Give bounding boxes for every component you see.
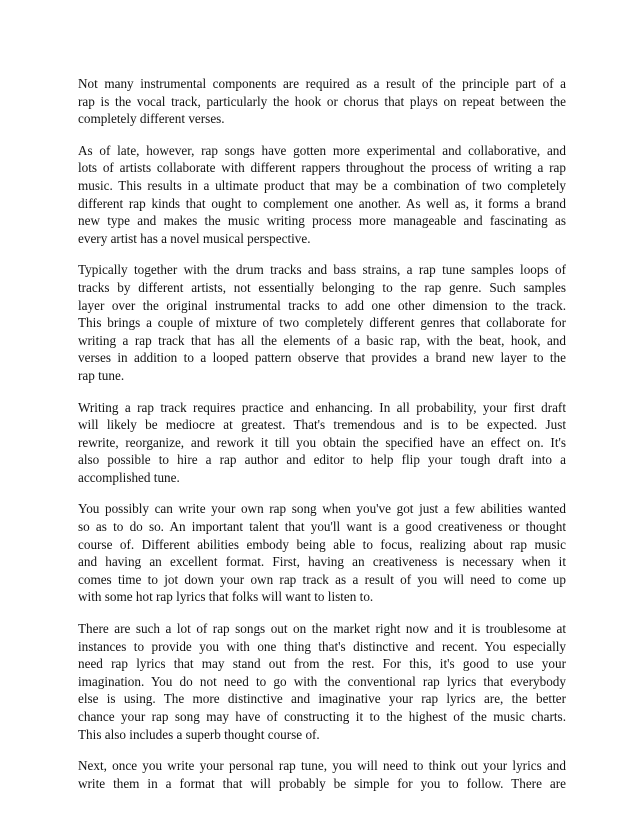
text-line: need rap lyrics that may stand out from the rest. For this, it's good to use your — [78, 656, 566, 672]
text-line: accomplished tune. — [78, 469, 180, 485]
paragraph-5 — [78, 500, 566, 606]
text-line: with some hot rap lyrics that folks will want to listen to. — [78, 589, 374, 605]
text-line: Not many instrumental components are required as a result of the principle part of a — [78, 76, 566, 91]
text-line: else is using. The more distinctive and imaginative your rap lyrics are, the better — [78, 691, 566, 707]
text-line: You possibly can write your own rap song when you've got just a few abilities wanted — [78, 501, 566, 517]
text-line: rewrite, reorganize, and rework it till you obtain the specified have an effect on. It's — [78, 434, 566, 450]
text-line: As of late, however, rap songs have gotten more experimental and collaborative, and — [78, 142, 566, 158]
text-line: This also includes a superb thought course of. — [78, 726, 320, 742]
text-line: and having an excellent format. First, having an creativeness is necessary when it — [78, 554, 566, 570]
text-line: chance your rap song may have of constructing it to the highest of the music charts. — [78, 709, 566, 724]
text-line: Writing a rap track requires practice and enhancing. In all probability, your first draft — [78, 399, 566, 415]
paragraph-2 — [78, 142, 566, 248]
text-line: rap tune. — [78, 367, 125, 383]
text-line: every artist has a novel musical perspective. — [78, 230, 311, 246]
text-line: layer over the original instrumental tracks to add one other dimension to the track. — [78, 297, 566, 313]
text-line: music. This results in a ultimate product that may be a combination of two completely — [78, 177, 566, 193]
paragraph-4 — [78, 399, 566, 487]
text-line: tracks by different artists, not essentially belonging to the rap genre. Such samples — [78, 279, 566, 295]
text-line: imagination. You do not need to go with the conventional rap lyrics that everybody — [78, 673, 566, 689]
text-line: also possible to hire a rap author and editor to help flip your tough draft into a — [78, 452, 566, 468]
text-line: write them in a format that will probably be simple for you to follow. There are — [78, 775, 566, 791]
paragraph-1 — [78, 75, 566, 128]
text-line: completely different verses. — [78, 111, 225, 127]
text-line: Next, once you write your personal rap tune, you will need to think out your lyrics and — [78, 758, 566, 774]
text-line: Typically together with the drum tracks and bass strains, a rap tune samples loops of — [78, 262, 566, 278]
text-line: instances to provide you with one thing that's distinctive and recent. You especially — [78, 638, 566, 654]
paragraph-7 — [78, 757, 566, 792]
text-line: There are such a lot of rap songs out on the market right now and it is troublesome at — [78, 621, 566, 637]
paragraph-6 — [78, 620, 566, 743]
paragraph-3 — [78, 261, 566, 384]
document-body — [78, 75, 566, 806]
text-line: so as to do so. An important talent that you'll want is a good creativeness or thought — [78, 519, 566, 535]
text-line: different rap kinds that ought to complement one another. As well as, it forms a brand — [78, 195, 566, 211]
text-line: This brings a couple of mixture of two completely different genres that collaborate for — [78, 315, 566, 331]
text-line: course of. Different abilities embody being able to focus, realizing about rap music — [78, 536, 566, 552]
text-line: comes time to jot down your own rap track as a result of you will need to come up — [78, 571, 566, 587]
text-line: lots of artists collaborate with different rappers throughout the process of writing a rap — [78, 160, 566, 176]
text-line: rap is the vocal track, particularly the hook or chorus that plays on repeat between the — [78, 93, 566, 109]
text-line: new type and makes the music writing process more manageable and fascinating as — [78, 213, 566, 229]
text-line: will likely be mediocre at greatest. That's tremendous and is to be expected. Just — [78, 417, 566, 433]
text-line: writing a rap track that has all the elements of a basic rap, with the beat, hook, and — [78, 332, 566, 348]
text-line: verses in addition to a looped pattern observe that provides a brand new layer to the — [78, 350, 566, 366]
